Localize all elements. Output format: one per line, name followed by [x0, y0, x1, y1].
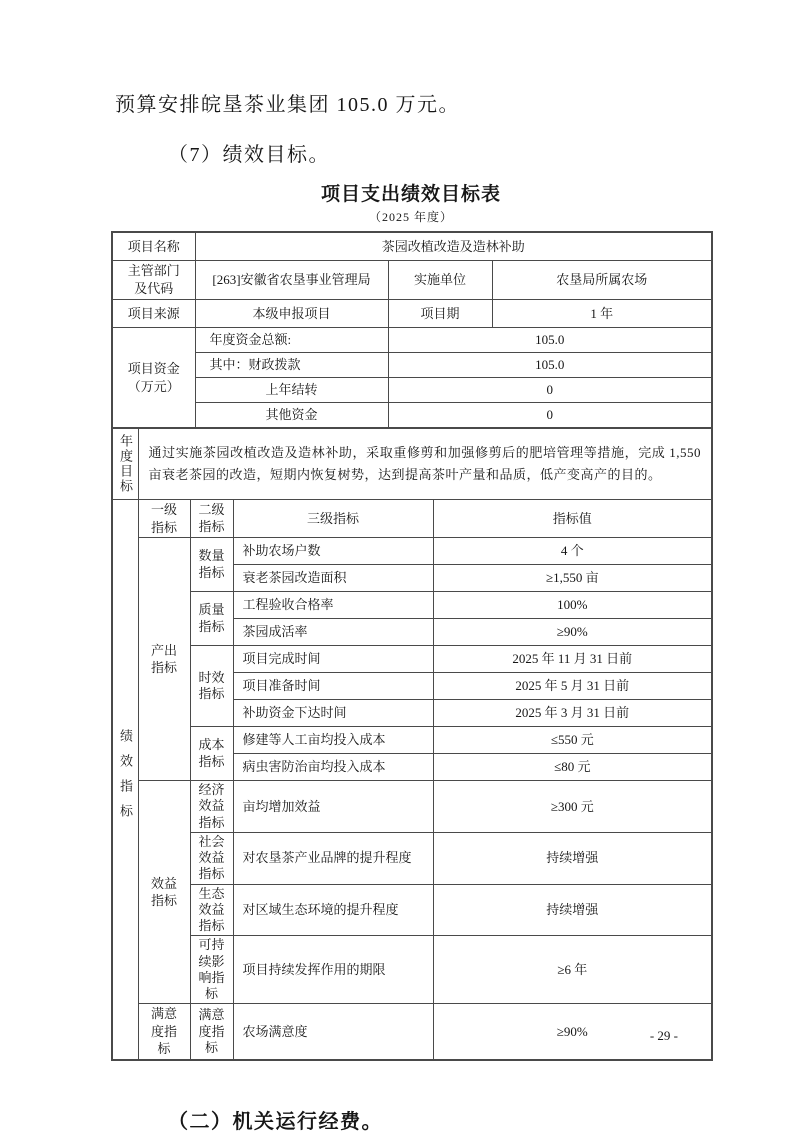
- level1-benefit: 效益指标: [138, 781, 190, 1004]
- source-label: 项目来源: [112, 300, 195, 328]
- indicator-value: 持续增强: [433, 832, 712, 884]
- level1-output: 产出指标: [138, 538, 190, 781]
- header-level2: 二级指标: [190, 500, 233, 538]
- section-heading-7: （7）绩效目标。: [168, 144, 330, 166]
- indicator-value: 2025 年 11 月 31 日前: [433, 646, 712, 673]
- indicator-name: 工程验收合格率: [233, 592, 433, 619]
- table-row: [112, 1004, 712, 1060]
- funds-row-value: 105.0: [388, 353, 712, 378]
- indicator-value: ≥300 元: [433, 781, 712, 833]
- level2-ecological: 生态效益指标: [190, 884, 233, 936]
- funds-row-label: 其中：财政拨款: [195, 353, 388, 378]
- table-row: [112, 328, 712, 353]
- indicator-value: ≥90%: [433, 1004, 712, 1060]
- indicator-name: 亩均增加效益: [233, 781, 433, 833]
- indicator-name: 农场满意度: [233, 1004, 433, 1060]
- table-subtitle: （2025 年度）: [368, 210, 453, 224]
- table-row: [112, 403, 712, 429]
- table-row: [112, 936, 712, 1004]
- table-row: [112, 781, 712, 833]
- period-label: 项目期: [388, 300, 492, 328]
- page-number: - 29 -: [649, 1028, 678, 1043]
- impl-unit-label: 实施单位: [388, 261, 492, 300]
- indicator-value: ≤550 元: [433, 727, 712, 754]
- level2-time: 时效指标: [190, 646, 233, 727]
- project-name-label: 项目名称: [112, 232, 195, 261]
- indicator-value: ≤80 元: [433, 754, 712, 781]
- table-row: [112, 353, 712, 378]
- table-row: [112, 378, 712, 403]
- funds-row-label: 其他资金: [195, 403, 388, 429]
- table-row: [112, 592, 712, 619]
- table-row: [112, 261, 712, 300]
- indicator-name: 茶园成活率: [233, 619, 433, 646]
- level2-economic: 经济效益指标: [190, 781, 233, 833]
- indicator-name: 项目准备时间: [233, 673, 433, 700]
- table-row: [112, 646, 712, 673]
- annual-goal-label: 年度目标: [112, 428, 138, 500]
- indicator-name: 衰老茶园改造面积: [233, 565, 433, 592]
- funds-row-value: 0: [388, 403, 712, 429]
- funds-label: 项目资金（万元）: [112, 328, 195, 429]
- table-title: 项目支出绩效目标表: [320, 184, 501, 205]
- indicator-value: ≥90%: [433, 619, 712, 646]
- dept-label: 主管部门及代码: [112, 261, 195, 300]
- indicator-name: 修建等人工亩均投入成本: [233, 727, 433, 754]
- dept-value: [263]安徽省农垦事业管理局: [195, 261, 388, 300]
- intro-paragraph: 预算安排皖垦茶业集团 105.0 万元。: [115, 94, 460, 116]
- project-name-value: 茶园改植改造及造林补助: [195, 232, 712, 261]
- funds-row-value: 105.0: [388, 328, 712, 353]
- indicator-value: 4 个: [433, 538, 712, 565]
- funds-row-label: 上年结转: [195, 378, 388, 403]
- funds-row-value: 0: [388, 378, 712, 403]
- level2-quantity: 数量指标: [190, 538, 233, 592]
- indicator-name: 补助农场户数: [233, 538, 433, 565]
- table-row: [112, 300, 712, 328]
- indicator-name: 项目完成时间: [233, 646, 433, 673]
- table-header-row: [112, 500, 712, 538]
- indicator-name: 病虫害防治亩均投入成本: [233, 754, 433, 781]
- indicator-value: 100%: [433, 592, 712, 619]
- indicator-value: ≥1,550 亩: [433, 565, 712, 592]
- level2-cost: 成本指标: [190, 727, 233, 781]
- table-row: [112, 428, 712, 500]
- level2-quality: 质量指标: [190, 592, 233, 646]
- header-level1: 一级指标: [138, 500, 190, 538]
- section-heading-2: （二）机关运行经费。: [168, 1110, 383, 1133]
- indicator-value: 2025 年 3 月 31 日前: [433, 700, 712, 727]
- annual-goal-text: 通过实施茶园改植改造及造林补助，采取重修剪和加强修剪后的肥培管理等措施，完成 1,550 亩衰老茶园的改造，短期内恢复树势，达到提高茶叶产量和品质，低产变高产的目的。: [138, 428, 712, 500]
- period-value: 1 年: [492, 300, 712, 328]
- funds-row-label: 年度资金总额:: [195, 328, 388, 353]
- level2-social: 社会效益指标: [190, 832, 233, 884]
- indicator-value: 2025 年 5 月 31 日前: [433, 673, 712, 700]
- level1-satisfaction: 满意度指标: [138, 1004, 190, 1060]
- project-info-table: [111, 231, 713, 429]
- indicator-name: 项目持续发挥作用的期限: [233, 936, 433, 1004]
- perf-side-label: 绩效指标: [112, 500, 138, 1060]
- impl-unit-value: 农垦局所属农场: [492, 261, 712, 300]
- level2-satisfaction: 满意度指标: [190, 1004, 233, 1060]
- source-value: 本级申报项目: [195, 300, 388, 328]
- indicator-name: 对农垦茶产业品牌的提升程度: [233, 832, 433, 884]
- performance-table: [111, 427, 713, 1061]
- table-row: [112, 884, 712, 936]
- indicator-name: 对区域生态环境的提升程度: [233, 884, 433, 936]
- indicator-name: 补助资金下达时间: [233, 700, 433, 727]
- header-value: 指标值: [433, 500, 712, 538]
- table-row: [112, 727, 712, 754]
- table-row: [112, 538, 712, 565]
- indicator-value: 持续增强: [433, 884, 712, 936]
- level2-sustain: 可持续影响指标: [190, 936, 233, 1004]
- table-row: [112, 232, 712, 261]
- header-level3: 三级指标: [233, 500, 433, 538]
- indicator-value: ≥6 年: [433, 936, 712, 1004]
- table-row: [112, 832, 712, 884]
